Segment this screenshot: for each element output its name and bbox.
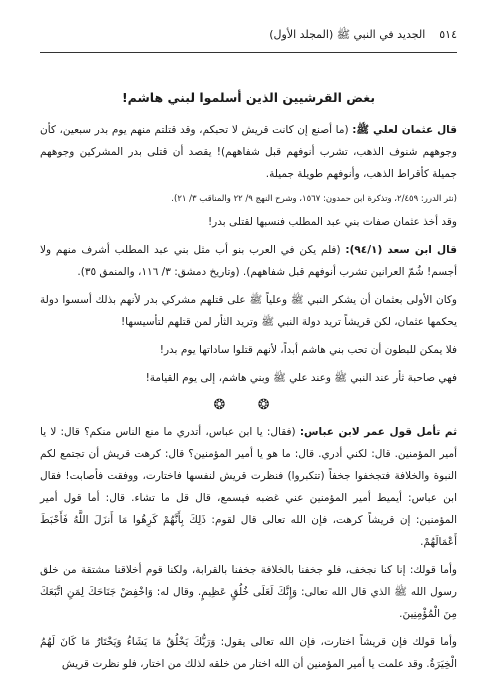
paragraph — [40, 339, 457, 361]
paragraph — [40, 289, 457, 333]
paragraph — [40, 421, 457, 553]
paragraph-text: وكان الأولى بعثمان أن يشكر النبي ﷺ وعلياً ﷺ على قتلهم مشركي بدر لأنهم بذلك أسسوا دولة يحكمها عثمان، لكن قريشاً تريد دولة النبي ﷺ وتريد الثأر لمن قتلهم لتأسيسها! — [40, 294, 457, 328]
paragraph-text: وأما قولك فإن قريشاً اختارت، فإن الله تعالى يقول: وَرَبُّكَ يَخْلُقُ مَا يَشَاءُ وَيَخْتَارُ مَا كَانَ لَهُمُ الْخِيَرَةُ. وقد علمت يا أمير المؤمنين أن الله اختار من خلقه لذلك من اختار، فلو نظرت قريش — [40, 636, 457, 670]
paragraph — [40, 367, 457, 389]
page-number: ٥١٤ — [439, 28, 457, 41]
paragraph — [40, 239, 457, 283]
paragraph — [40, 211, 457, 233]
paragraph-text: وقد أخذ عثمان صفات بني عبد المطلب فنسبها لقتلى بدر! — [207, 216, 457, 228]
paragraph-text: فلا يمكن للبطون أن تحب بني هاشم أبداً، لأنهم قتلوا ساداتها يوم بدر! — [159, 344, 457, 356]
paragraph-lead: قال ابن سعد (٩٤/١): — [345, 244, 457, 256]
paragraph-lead: قال عثمان لعلي ﷺ: — [352, 124, 458, 136]
paragraph — [40, 119, 457, 185]
citation: (نثر الدرر: ٢/٤٥٩، وتذكرة ابن حمدون: ١٥٦٧، وشرح النهج ٩/ ٢٢ والمناقب ٣/ ٢١). — [171, 194, 457, 204]
header-rule — [40, 52, 457, 53]
book-title: الجديد في النبي ﷺ (المجلد الأول) — [269, 28, 426, 41]
running-header — [40, 28, 457, 44]
page-body — [40, 90, 457, 681]
paragraph — [40, 559, 457, 625]
section-title: بغض القرشيين الذين أسلموا لبني هاشم! — [121, 90, 376, 105]
paragraph — [40, 631, 457, 675]
paragraph-lead: ثم تأمل قول عمر لابن عباس: — [299, 426, 458, 438]
section-ornaments: ❂ ❂ — [213, 397, 284, 413]
paragraph-text: (فقال: يا ابن عباس، أتدري ما منع الناس منكم؟ قال: لا يا أمير المؤمنين. قال: لكني أدري. قال: ما هو يا أمير المؤمنين؟ قال: كرهت قريش أن تجتمع لكم النبوة والخلافة فتجخفوا جخفاً (تتكبروا) فنظرت قريش لنفسها فاختارت، ووفقت فأصابت! فقال ابن عباس: أيميط أمير المؤمنين عني غضبه فيسمع، قال قل ما تشاء. قال: أما قول أمير المؤمنين: إن قريشاً كرهت، فإن الله تعالى قال لقوم: ذَلِكَ بِأَنَّهُمْ كَرِهُوا مَا أَنزَلَ اللَّهُ فَأَحْبَطَ أَعْمَالَهُمْ. — [40, 426, 457, 548]
paragraph-text: (ما أصنع إن كانت قريش لا تحبكم، وقد قتلتم منهم يوم بدر سبعين، كأن وجوههم شنوف الذهب، تشرب أنوفهم قبل شفاههم)! يقصد أن قتلى بدر المشركين وجوههم جميلة كأقراط الذهب، وأنوفهم طويلة جميلة. — [40, 124, 457, 180]
paragraph-text: (فلم يكن في العرب بنو أب مثل بني عبد المطلب أشرف منهم ولا أجسم! شُمّ العرانين تشرب أنوفهم قبل شفاههم). (وتاريخ دمشق: ٣/ ١١٦، والمنمق ٣٥). — [40, 244, 457, 278]
paragraph-text: فهي صاحبة ثأر عند النبي ﷺ وعند علي ﷺ وبني هاشم، إلى يوم القيامة! — [145, 372, 457, 384]
paragraph-text: وأما قولك: إنا كنا نجخف، فلو جخفنا بالخلافة جخفنا بالقرابة، ولكنا قوم أخلاقنا مشتقة من خلق رسول الله ﷺ الذي قال الله تعالى: وَإِنَّكَ لَعَلَى خُلُقٍ عَظِيمٍ. وقال له: وَاخْفِضْ جَنَاحَكَ لِمَنِ اتَّبَعَكَ مِنَ الْمُؤْمِنِينَ. — [40, 564, 457, 620]
